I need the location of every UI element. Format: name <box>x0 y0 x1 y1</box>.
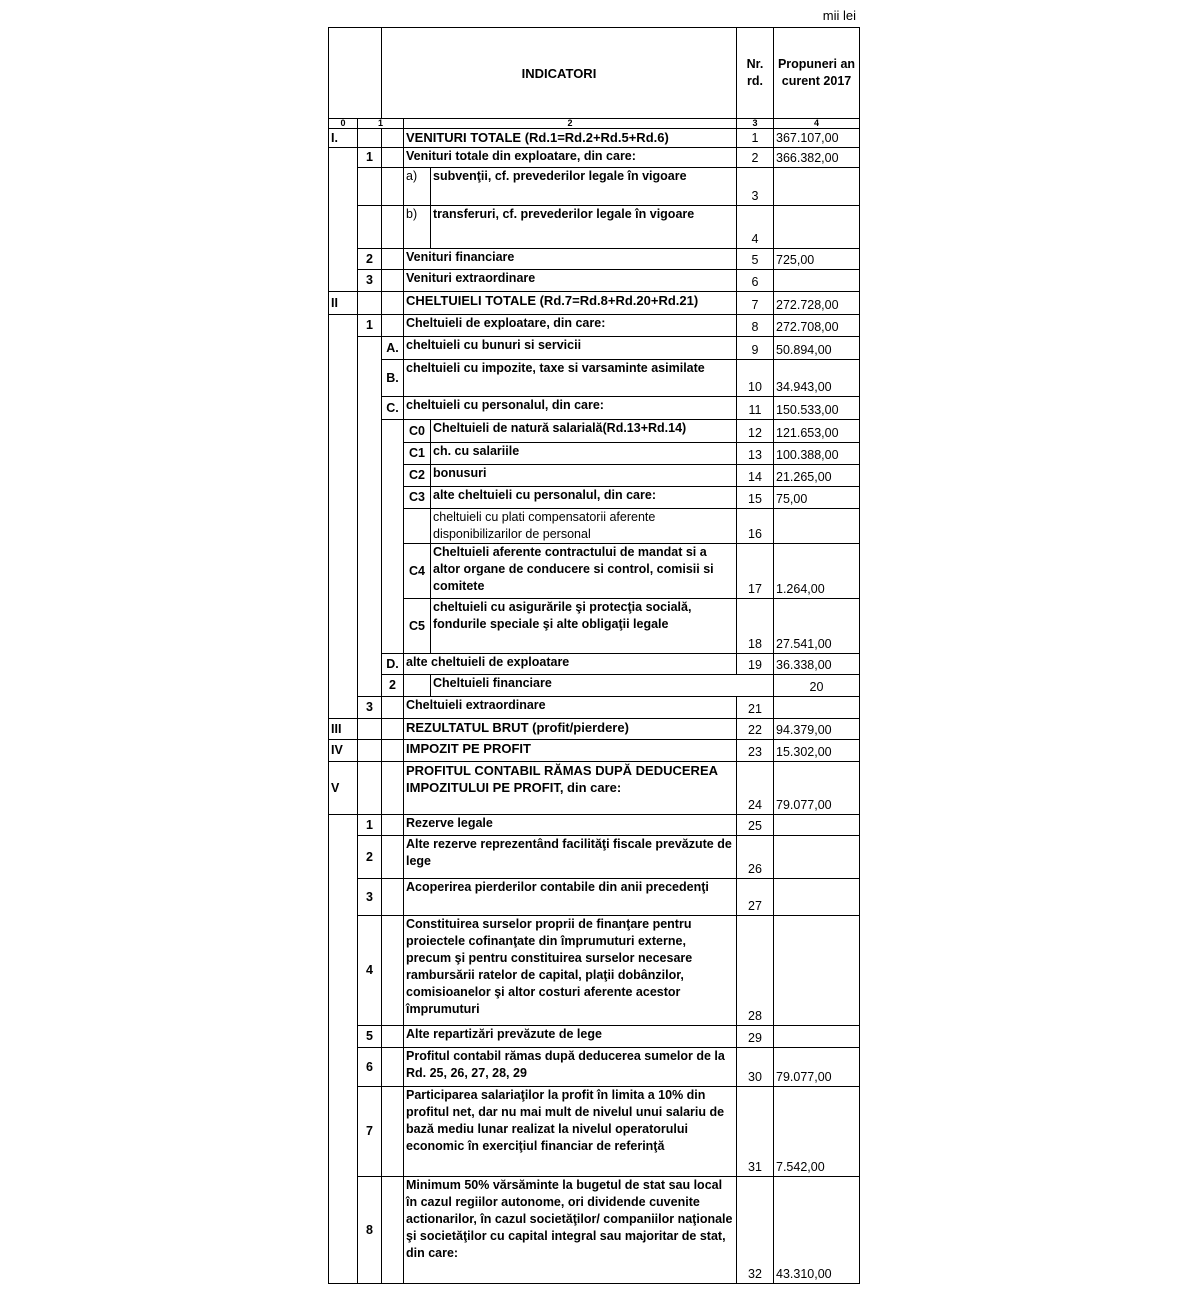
row-label: VENITURI TOTALE (Rd.1=Rd.2+Rd.5+Rd.6) <box>404 129 737 148</box>
row-label: alte cheltuieli cu personalul, din care: <box>431 487 737 509</box>
row-number: 18 <box>737 599 774 654</box>
row-label: Cheltuieli extraordinare <box>404 697 737 719</box>
table-row <box>329 206 860 249</box>
row-value <box>774 270 860 292</box>
row-value: 100.388,00 <box>774 443 860 465</box>
row-label: cheltuieli cu personalul, din care: <box>404 397 737 420</box>
roman-cell: I. <box>329 129 358 148</box>
table-row <box>329 740 860 762</box>
table-row <box>329 420 860 443</box>
row-label: cheltuieli cu bunuri si servicii <box>404 337 737 360</box>
section-number: 8 <box>358 1177 382 1284</box>
row-label: Cheltuieli aferente contractului de mandat si a altor organe de conducere si control, comisii si comitete <box>431 544 737 599</box>
row-number: 30 <box>737 1048 774 1087</box>
row-number: 7 <box>737 292 774 315</box>
roman-cell <box>329 315 358 719</box>
row-value: 79.077,00 <box>774 1048 860 1087</box>
row-label: cheltuieli cu asigurările şi protecţia socială, fondurile speciale şi alte obligaţii legale <box>431 599 737 654</box>
row-label: Cheltuieli financiare <box>431 675 774 697</box>
row-value: 21.265,00 <box>774 465 860 487</box>
row-label: bonusuri <box>431 465 737 487</box>
row-value <box>774 697 860 719</box>
row-value: 7.542,00 <box>774 1087 860 1177</box>
row-number: 26 <box>737 836 774 879</box>
row-value <box>774 1026 860 1048</box>
row-value: 121.653,00 <box>774 420 860 443</box>
section-number: 1 <box>358 815 382 836</box>
row-number: 9 <box>737 337 774 360</box>
row-label: cheltuieli cu impozite, taxe si varsaminte asimilate <box>404 360 737 397</box>
row-number: 10 <box>737 360 774 397</box>
roman-cell <box>329 148 358 292</box>
table-row <box>329 397 860 420</box>
row-value: 50.894,00 <box>774 337 860 360</box>
row-number: 3 <box>737 168 774 206</box>
section-number: 2 <box>358 836 382 879</box>
row-value: 1.264,00 <box>774 544 860 599</box>
table-row <box>329 836 860 879</box>
row-number: 14 <box>737 465 774 487</box>
table-row <box>329 719 860 740</box>
table-row <box>329 654 860 675</box>
row-label: Alte rezerve reprezentând facilităţi fiscale prevăzute de lege <box>404 836 737 879</box>
header-nr-rd: Nr. rd. <box>737 28 774 119</box>
row-label: Alte repartizări prevăzute de lege <box>404 1026 737 1048</box>
budget-table <box>328 27 860 1284</box>
roman-cell <box>329 815 358 1284</box>
sub-letter: C2 <box>404 465 431 487</box>
row-label: IMPOZIT PE PROFIT <box>404 740 737 762</box>
row-number: 6 <box>737 270 774 292</box>
row-number: 28 <box>737 916 774 1026</box>
category-letter: A. <box>382 337 404 360</box>
table-row <box>329 1177 860 1284</box>
row-value: 34.943,00 <box>774 360 860 397</box>
table-row <box>329 815 860 836</box>
table-row <box>329 487 860 509</box>
category-letter: D. <box>382 654 404 675</box>
row-value: 36.338,00 <box>774 654 860 675</box>
row-number: 13 <box>737 443 774 465</box>
row-number: 31 <box>737 1087 774 1177</box>
row-label: REZULTATUL BRUT (profit/pierdere) <box>404 719 737 740</box>
table-row <box>329 916 860 1026</box>
row-number: 21 <box>737 697 774 719</box>
row-value: 272.728,00 <box>774 292 860 315</box>
table-row <box>329 443 860 465</box>
row-label: CHELTUIELI TOTALE (Rd.7=Rd.8+Rd.20+Rd.21) <box>404 292 737 315</box>
row-label: PROFITUL CONTABIL RĂMAS DUPĂ DEDUCEREA IMPOZITULUI PE PROFIT, din care: <box>404 762 737 815</box>
row-label: Venituri extraordinare <box>404 270 737 292</box>
row-number: 15 <box>737 487 774 509</box>
row-number: 11 <box>737 397 774 420</box>
sub-letter: b) <box>404 206 431 249</box>
row-value: 15.302,00 <box>774 740 860 762</box>
row-value: 75,00 <box>774 487 860 509</box>
row-number: 19 <box>737 654 774 675</box>
row-label: Constituirea surselor proprii de finanţare pentru proiectele cofinanţate din împrumuturi externe, precum şi pentru constituirea surselor necesare rambursării ratelor de capital, plaţii dobânzilor, comisioanelor şi altor costuri aferente acestor împrumuturi <box>404 916 737 1026</box>
index-row <box>329 119 860 129</box>
table-row <box>329 129 860 148</box>
row-number: 12 <box>737 420 774 443</box>
row-number: 24 <box>737 762 774 815</box>
row-number: 4 <box>737 206 774 249</box>
roman-cell: V <box>329 762 358 815</box>
index-cell: 4 <box>774 119 860 129</box>
section-number: 1 <box>358 148 382 168</box>
table-row <box>329 762 860 815</box>
row-value: 79.077,00 <box>774 762 860 815</box>
sub-letter <box>404 509 431 544</box>
section-number: 2 <box>382 675 404 697</box>
table-row <box>329 675 860 697</box>
sub-letter: C1 <box>404 443 431 465</box>
row-number: 27 <box>737 879 774 916</box>
table-row <box>329 1048 860 1087</box>
section-number: 2 <box>358 249 382 270</box>
row-value: 367.107,00 <box>774 129 860 148</box>
index-cell: 2 <box>404 119 737 129</box>
table-row <box>329 509 860 544</box>
index-cell: 0 <box>329 119 358 129</box>
row-number: 5 <box>737 249 774 270</box>
table-row <box>329 697 860 719</box>
row-label: Venituri financiare <box>404 249 737 270</box>
row-value <box>774 509 860 544</box>
table-row <box>329 879 860 916</box>
table-row <box>329 360 860 397</box>
row-number: 23 <box>737 740 774 762</box>
row-label: Participarea salariaţilor la profit în limita a 10% din profitul net, dar nu mai mult de nivelul unui salariu de bază mediu lunar realizat la nivelul operatorului economic în exerciţiul financiar de referinţă <box>404 1087 737 1177</box>
row-label: subvenţii, cf. prevederilor legale în vigoare <box>431 168 737 206</box>
row-label: Cheltuieli de natură salarială(Rd.13+Rd.14) <box>431 420 737 443</box>
row-number: 22 <box>737 719 774 740</box>
section-number: 3 <box>358 879 382 916</box>
table-row <box>329 465 860 487</box>
row-value: 725,00 <box>774 249 860 270</box>
table-row <box>329 292 860 315</box>
table-row <box>329 599 860 654</box>
roman-cell: II <box>329 292 358 315</box>
row-label: transferuri, cf. prevederilor legale în vigoare <box>431 206 737 249</box>
table-row <box>329 337 860 360</box>
section-number: 3 <box>358 270 382 292</box>
row-value: 94.379,00 <box>774 719 860 740</box>
row-number: 20 <box>774 675 860 697</box>
row-number: 16 <box>737 509 774 544</box>
section-number: 3 <box>358 697 382 719</box>
row-label: ch. cu salariile <box>431 443 737 465</box>
sub-letter: a) <box>404 168 431 206</box>
table-row <box>329 249 860 270</box>
section-number: 4 <box>358 916 382 1026</box>
section-number: 5 <box>358 1026 382 1048</box>
row-label: Minimum 50% vărsăminte la bugetul de stat sau local în cazul regiilor autonome, ori dividende cuvenite actionarilor, în cazul societăţilor/ companiilor naţionale şi societăţilor cu capital integral sau majoritar de stat, din care: <box>404 1177 737 1284</box>
table-row <box>329 1026 860 1048</box>
row-value <box>774 879 860 916</box>
sub-letter: C0 <box>404 420 431 443</box>
category-letter: C. <box>382 397 404 420</box>
row-value: 27.541,00 <box>774 599 860 654</box>
row-label: Acoperirea pierderilor contabile din anii precedenţi <box>404 879 737 916</box>
roman-cell: IV <box>329 740 358 762</box>
row-number: 32 <box>737 1177 774 1284</box>
row-value <box>774 206 860 249</box>
section-number: 1 <box>358 315 382 337</box>
section-number: 6 <box>358 1048 382 1087</box>
row-value <box>774 168 860 206</box>
section-number <box>358 337 382 697</box>
row-number: 2 <box>737 148 774 168</box>
index-cell: 3 <box>737 119 774 129</box>
table-row <box>329 148 860 168</box>
table-row <box>329 168 860 206</box>
header-propuneri: Propuneri an curent 2017 <box>774 28 860 119</box>
row-value <box>774 815 860 836</box>
row-value: 43.310,00 <box>774 1177 860 1284</box>
unit-label: mii lei <box>822 8 856 23</box>
header-indicatori: INDICATORI <box>382 28 737 119</box>
sub-letter: C3 <box>404 487 431 509</box>
row-number: 25 <box>737 815 774 836</box>
category-letter <box>382 420 404 654</box>
row-label: Rezerve legale <box>404 815 737 836</box>
row-value: 150.533,00 <box>774 397 860 420</box>
row-number: 1 <box>737 129 774 148</box>
section-number: 7 <box>358 1087 382 1177</box>
row-value: 272.708,00 <box>774 315 860 337</box>
row-label: alte cheltuieli de exploatare <box>404 654 737 675</box>
sub-letter: C5 <box>404 599 431 654</box>
row-number: 29 <box>737 1026 774 1048</box>
header-row <box>329 28 860 119</box>
row-label: cheltuieli cu plati compensatorii aferente disponibilizarilor de personal <box>431 509 737 544</box>
row-value <box>774 916 860 1026</box>
table-row <box>329 1087 860 1177</box>
table-row <box>329 270 860 292</box>
table-row <box>329 544 860 599</box>
row-label: Venituri totale din exploatare, din care: <box>404 148 737 168</box>
row-value: 366.382,00 <box>774 148 860 168</box>
row-number: 8 <box>737 315 774 337</box>
header-blank <box>329 28 382 119</box>
sub-letter: C4 <box>404 544 431 599</box>
category-letter: B. <box>382 360 404 397</box>
row-label: Cheltuieli de exploatare, din care: <box>404 315 737 337</box>
roman-cell: III <box>329 719 358 740</box>
index-cell: 1 <box>358 119 404 129</box>
row-label: Profitul contabil rămas după deducerea sumelor de la Rd. 25, 26, 27, 28, 29 <box>404 1048 737 1087</box>
row-number: 17 <box>737 544 774 599</box>
row-value <box>774 836 860 879</box>
table-row <box>329 315 860 337</box>
